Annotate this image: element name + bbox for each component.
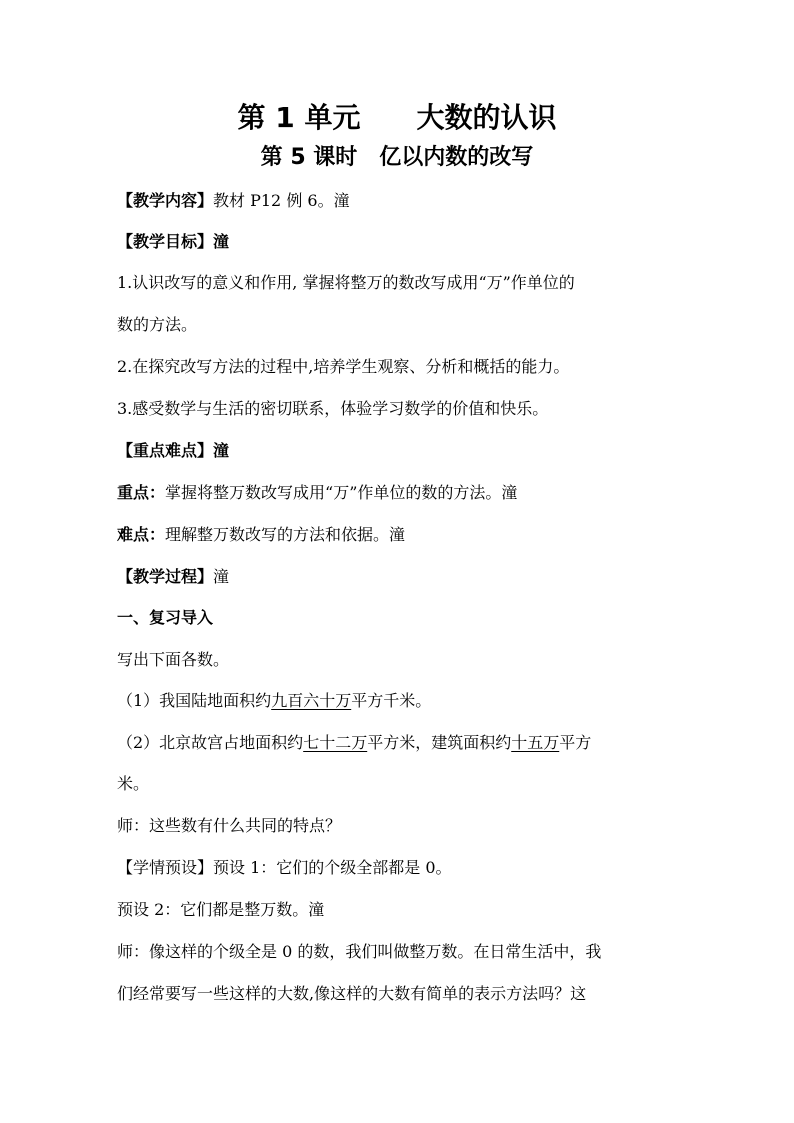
teaching-goals-label: 【教学目标】 [117,232,214,251]
intro-instruction: 写出下面各数。 [117,650,230,669]
preset-2-line [117,898,687,922]
difficult-point-text: 理解整万数改写的方法和依据。 [165,525,390,544]
question-1 [117,689,687,713]
preset-2-text: 预设 2：它们都是整万数。 [117,900,309,919]
unit-title: 第 1 单元 大数的认识 [237,101,557,134]
goal-item-2: 2.在探究改写方法的过程中,培养学生观察、分析和概括的能力。 [117,357,570,376]
question-2-underlined-number-1: 七十二万 [303,733,368,752]
keypoints-heading [117,439,687,463]
question-2-prefix: （2）北京故宫占地面积约 [117,733,304,752]
watermark-char: 潼 [389,525,406,544]
goal-item-3: 3.感受数学与生活的密切联系，体验学习数学的价值和快乐。 [117,399,549,418]
difficult-point-label: 难点： [117,525,166,544]
watermark-char: 潼 [213,567,230,586]
question-2-line-1 [117,731,687,755]
preset-label: 【学情预设】 [117,858,214,877]
teacher-explanation-line-1: 师：像这样的个级全是 0 的数，我们叫做整万数。在日常生活中，我 [117,942,602,961]
process-heading [117,565,687,589]
watermark-char: 潼 [213,441,230,460]
goal-item-1-line-1: 1.认识改写的意义和作用, 掌握将整万的数改写成用“万”作单位的 [117,273,575,292]
keypoints-label: 【重点难点】 [117,441,214,460]
key-point-line [117,481,687,505]
question-2-middle: 平方米，建筑面积约 [367,733,512,752]
preset-1-text: 预设 1：它们的个级全部都是 0。 [213,858,452,877]
process-label: 【教学过程】 [117,567,214,586]
teaching-content-line [117,189,687,213]
teacher-explanation-line-2: 们经常要写一些这样的大数,像这样的大数有简单的表示方法吗？这 [117,984,587,1003]
teaching-goals-heading [117,230,687,254]
goal-item-1-line-2: 数的方法。 [117,315,198,334]
question-1-underlined-number: 九百六十万 [271,691,352,710]
watermark-char: 潼 [501,483,518,502]
lesson-title: 第 5 课时 亿以内数的改写 [260,145,534,170]
teaching-content-text: 教材 P12 例 6。 [213,191,334,210]
question-1-suffix: 平方千米。 [351,691,432,710]
question-2-line-2: 米。 [117,774,150,793]
watermark-char: 潼 [333,191,350,210]
teaching-content-label: 【教学内容】 [117,191,214,210]
watermark-char: 潼 [308,900,325,919]
key-point-text: 掌握将整万数改写成用“万”作单位的数的方法。 [165,483,502,502]
question-2-underlined-number-2: 十五万 [511,733,560,752]
watermark-char: 潼 [213,232,230,251]
teacher-question: 师：这些数有什么共同的特点？ [117,816,342,835]
question-1-prefix: （1）我国陆地面积约 [117,691,272,710]
question-2-suffix: 平方 [559,733,592,752]
preset-1-line [117,856,687,880]
section-review-heading: 一、复习导入 [117,608,214,627]
key-point-label: 重点： [117,483,166,502]
difficult-point-line [117,523,687,547]
